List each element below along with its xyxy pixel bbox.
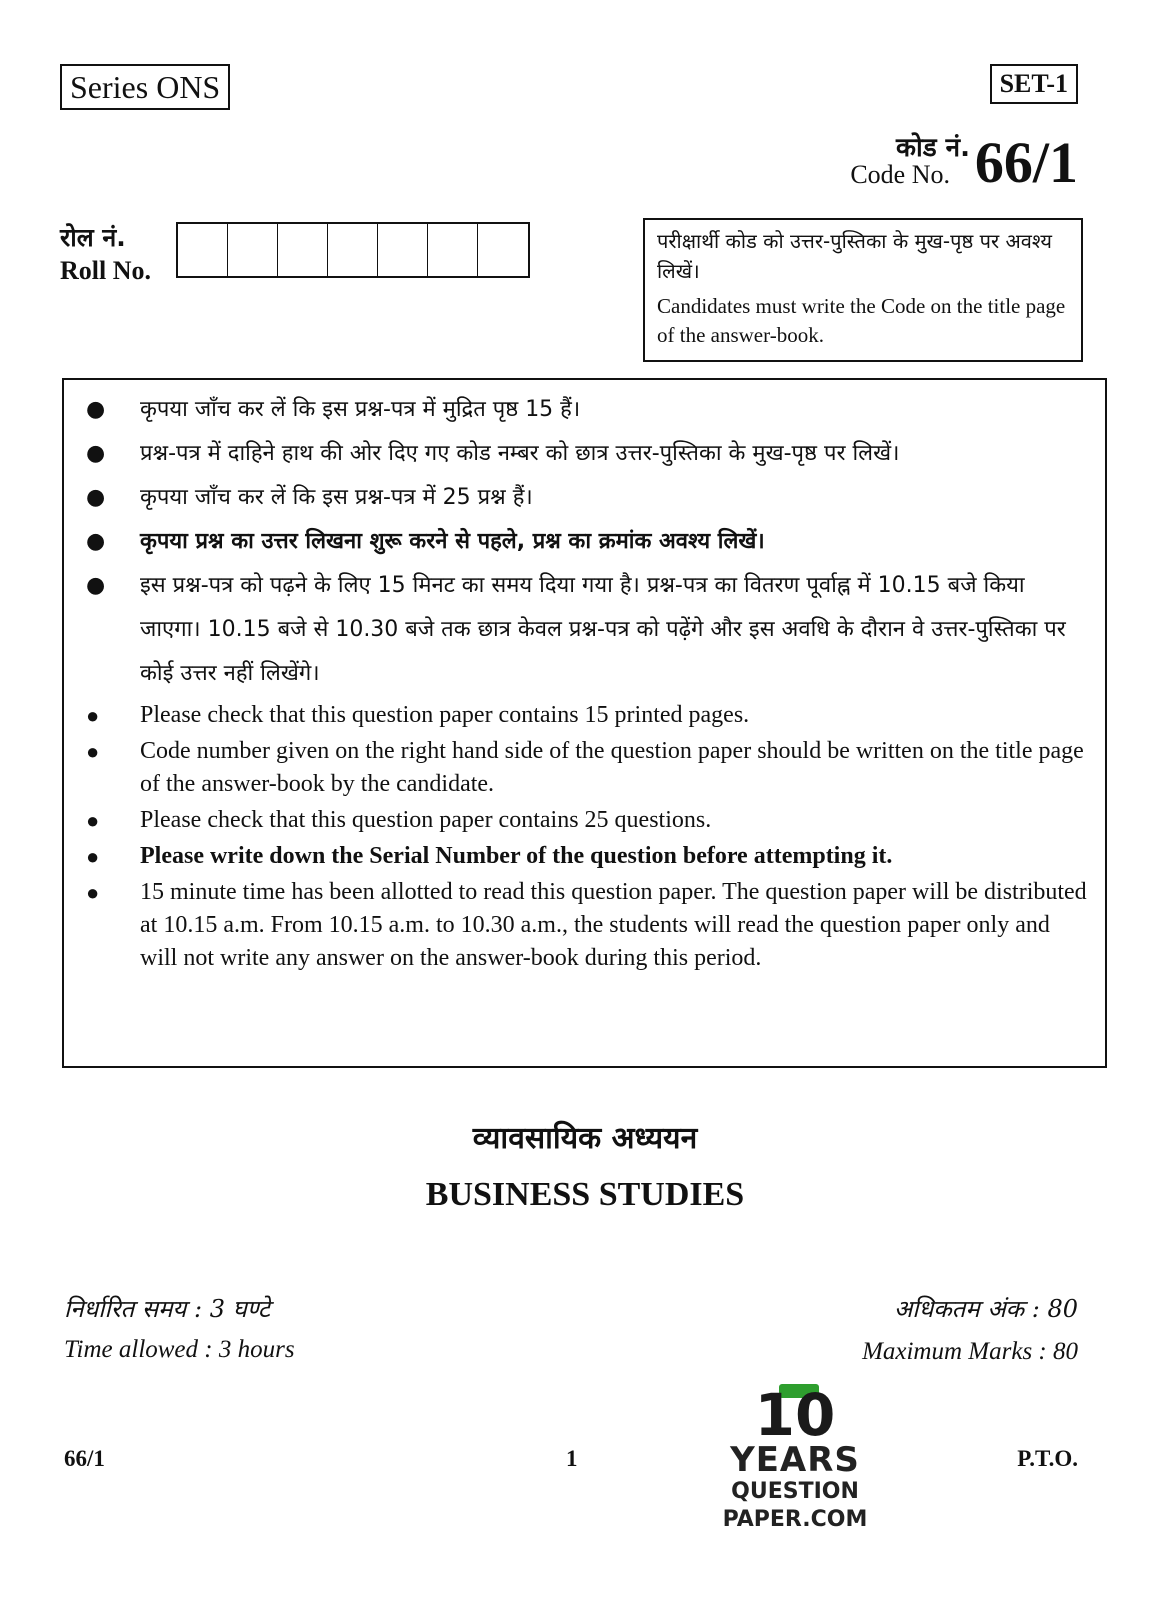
page-number: 1 — [566, 1446, 578, 1471]
code-label-english: Code No. — [850, 160, 950, 189]
bullet-icon: ● — [86, 485, 106, 510]
max-marks-hindi: अधिकतम अंक : 80 — [893, 1295, 1078, 1323]
logo-site-name: QUESTION PAPER.COM — [722, 1479, 868, 1532]
bullet-icon: ● — [86, 441, 106, 466]
footer-code: 66/1 — [64, 1446, 105, 1471]
roll-cell — [278, 224, 328, 276]
instruction-hindi: ● कृपया जाँच कर लें कि इस प्रश्न-पत्र में 25 प्रश्न हैं। — [80, 476, 1089, 520]
max-marks-english: Maximum Marks : 80 — [862, 1338, 1078, 1365]
logo-number: 10 — [754, 1381, 836, 1449]
bullet-icon: ● — [86, 844, 100, 869]
instructions-list — [80, 388, 1089, 975]
time-allowed-english: Time allowed : 3 hours — [64, 1336, 295, 1363]
site-logo — [660, 1381, 930, 1534]
time-allowed-hindi: निर्धारित समय : 3 घण्टे — [64, 1295, 271, 1323]
roll-label-english: Roll No. — [60, 256, 151, 285]
subject-title-english: BUSINESS STUDIES — [425, 1176, 745, 1213]
roll-cell — [378, 224, 428, 276]
instruction-english: ● Please check that this question paper contains 15 printed pages. — [80, 699, 1089, 732]
please-turn-over: P.T.O. — [1017, 1446, 1078, 1471]
instruction-english: ● 15 minute time has been allotted to read this question paper. The question paper will be distributed at 10.15 a.m. From 10.15 a.m. to 10.30 a.m., the students will read the question paper only and will not write any answer on the answer-book during this period. — [80, 876, 1089, 975]
roll-cell — [228, 224, 278, 276]
instruction-english: ● Code number given on the right hand side of the question paper should be written on the title page of the answer-book by the candidate. — [80, 735, 1089, 801]
instructions-box — [62, 378, 1107, 1068]
candidate-instruction-english: Candidates must write the Code on the title page of the answer-book. — [657, 294, 1066, 347]
bullet-icon: ● — [86, 397, 106, 422]
candidate-instruction-hindi: परीक्षार्थी कोड को उत्तर-पुस्तिका के मुख-पृष्ठ पर अवश्य लिखें। — [657, 229, 1052, 283]
roll-cell — [478, 224, 528, 276]
bullet-icon: ● — [86, 573, 106, 598]
bullet-icon: ● — [86, 529, 106, 554]
code-label-hindi: कोड नं. — [896, 133, 970, 163]
bullet-icon: ● — [86, 703, 100, 728]
instruction-hindi: ● इस प्रश्न-पत्र को पढ़ने के लिए 15 मिनट का समय दिया गया है। प्रश्न-पत्र का वितरण पूर्वाह्न में 10.15 बजे किया जाएगा। 10.15 बजे से 10.30 बजे तक छात्र केवल प्रश्न-पत्र को पढ़ेंगे और इस अवधि के दौरान वे उत्तर-पुस्तिका पर कोई उत्तर नहीं लिखेंगे। — [80, 564, 1089, 696]
instruction-hindi: ● कृपया जाँच कर लें कि इस प्रश्न-पत्र में मुद्रित पृष्ठ 15 हैं। — [80, 388, 1089, 432]
instruction-hindi: ● कृपया प्रश्न का उत्तर लिखना शुरू करने से पहले, प्रश्न का क्रमांक अवश्य लिखें। — [80, 520, 1089, 564]
instruction-english: ● Please check that this question paper contains 25 questions. — [80, 804, 1089, 837]
roll-cell — [328, 224, 378, 276]
set-label: SET-1 — [990, 64, 1078, 104]
roll-cell — [178, 224, 228, 276]
bullet-icon: ● — [86, 808, 100, 833]
instruction-english: ● Please write down the Serial Number of the question before attempting it. — [80, 840, 1089, 873]
instruction-hindi: ● प्रश्न-पत्र में दाहिने हाथ की ओर दिए गए कोड नम्बर को छात्र उत्तर-पुस्तिका के मुख-पृष्ठ पर लिखें। — [80, 432, 1089, 476]
roll-label-hindi: रोल नं. — [60, 223, 126, 252]
subject-title-hindi: व्यावसायिक अध्ययन — [472, 1121, 698, 1156]
roll-number-boxes — [176, 222, 530, 278]
code-number: 66/1 — [974, 130, 1078, 195]
roll-cell — [428, 224, 478, 276]
series-label: Series ONS — [60, 64, 230, 110]
logo-years: YEARS — [730, 1440, 860, 1480]
bullet-icon: ● — [86, 880, 100, 905]
candidate-instruction-box — [643, 218, 1083, 362]
bullet-icon: ● — [86, 739, 100, 764]
